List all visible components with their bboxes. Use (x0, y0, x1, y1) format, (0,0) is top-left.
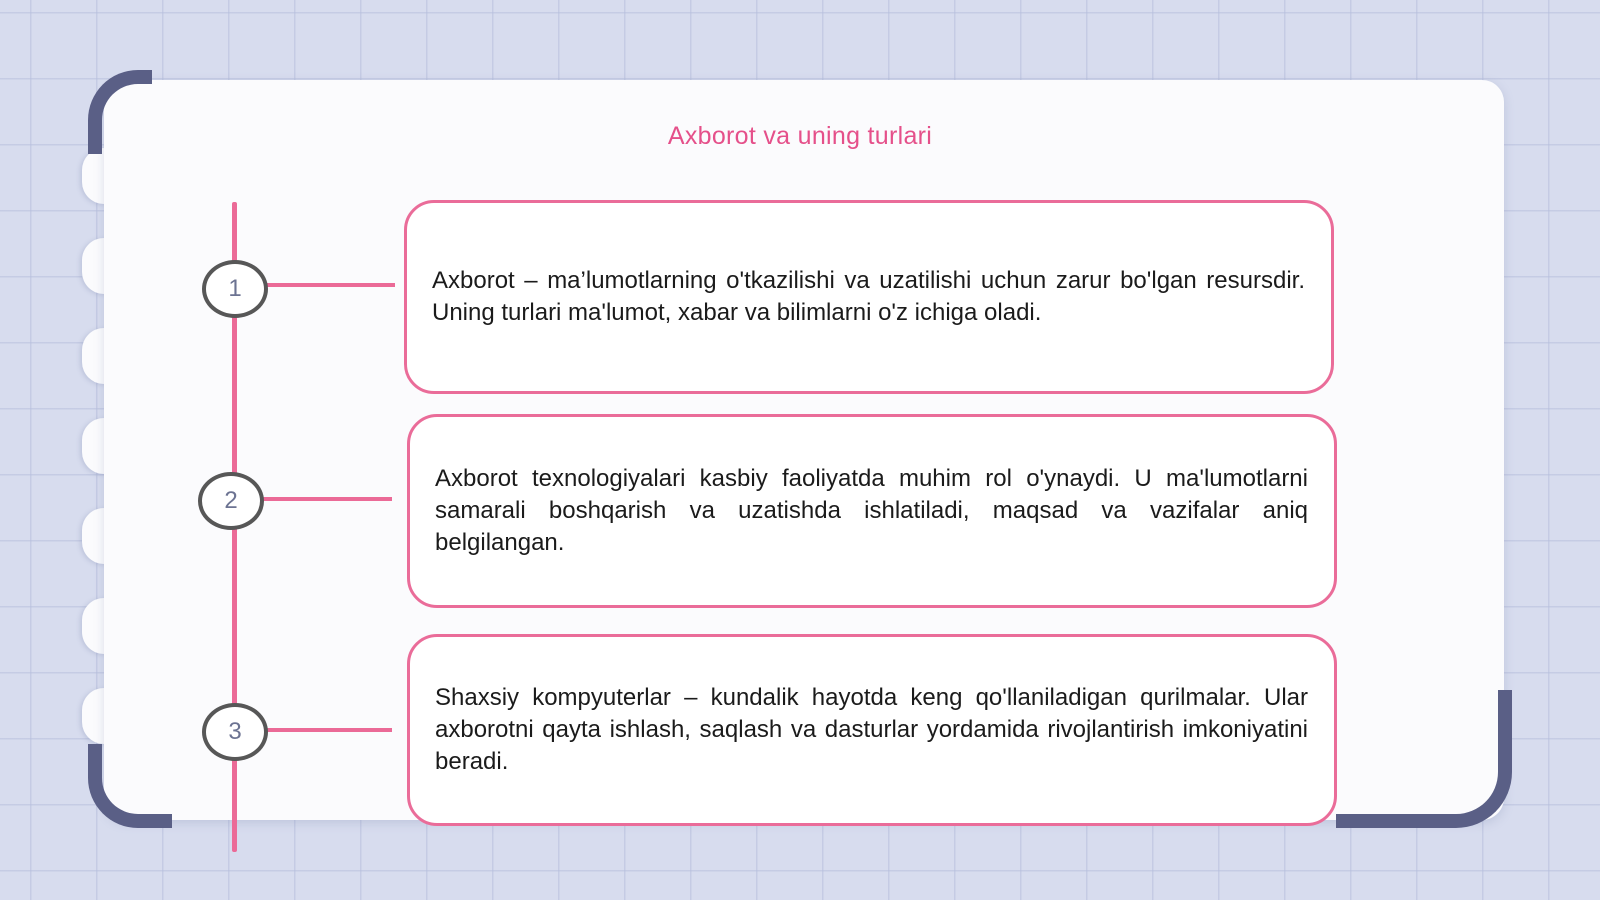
card-text: Shaxsiy kompyuterlar – kundalik hayotda keng qo'llaniladigan qurilmalar. Ular axborotni qayta ishlash, saqlash va dasturlar yordamida rivojlantirish imkoniyatini beradi. (435, 684, 1308, 775)
corner-bracket-bottom-right (1336, 690, 1512, 828)
card-text: Axborot – ma’lumotlarning o'tkazilishi va uzatilishi uchun zarur bo'lgan resursdir. Uning turlari ma'lumot, xabar va bilimlarni o'z ichiga oladi. (432, 267, 1305, 326)
content-card-3 (407, 634, 1337, 826)
content-card-2 (407, 414, 1337, 608)
slide-title: Axborot va uning turlari (667, 122, 933, 150)
timeline-connector (262, 283, 395, 287)
timeline-connector (262, 728, 392, 732)
step-number-3: 3 (202, 703, 268, 761)
corner-bracket-bottom-left (88, 744, 172, 828)
timeline-connector (262, 497, 392, 501)
content-card-1 (404, 200, 1334, 394)
card-text: Axborot texnologiyalari kasbiy faoliyatda muhim rol o'ynaydi. U ma'lumotlarni samarali boshqarish va uzatishda ishlatiladi, maqsad va vazifalar aniq belgilangan. (435, 465, 1308, 556)
step-number-2: 2 (198, 472, 264, 530)
step-number-1: 1 (202, 260, 268, 318)
